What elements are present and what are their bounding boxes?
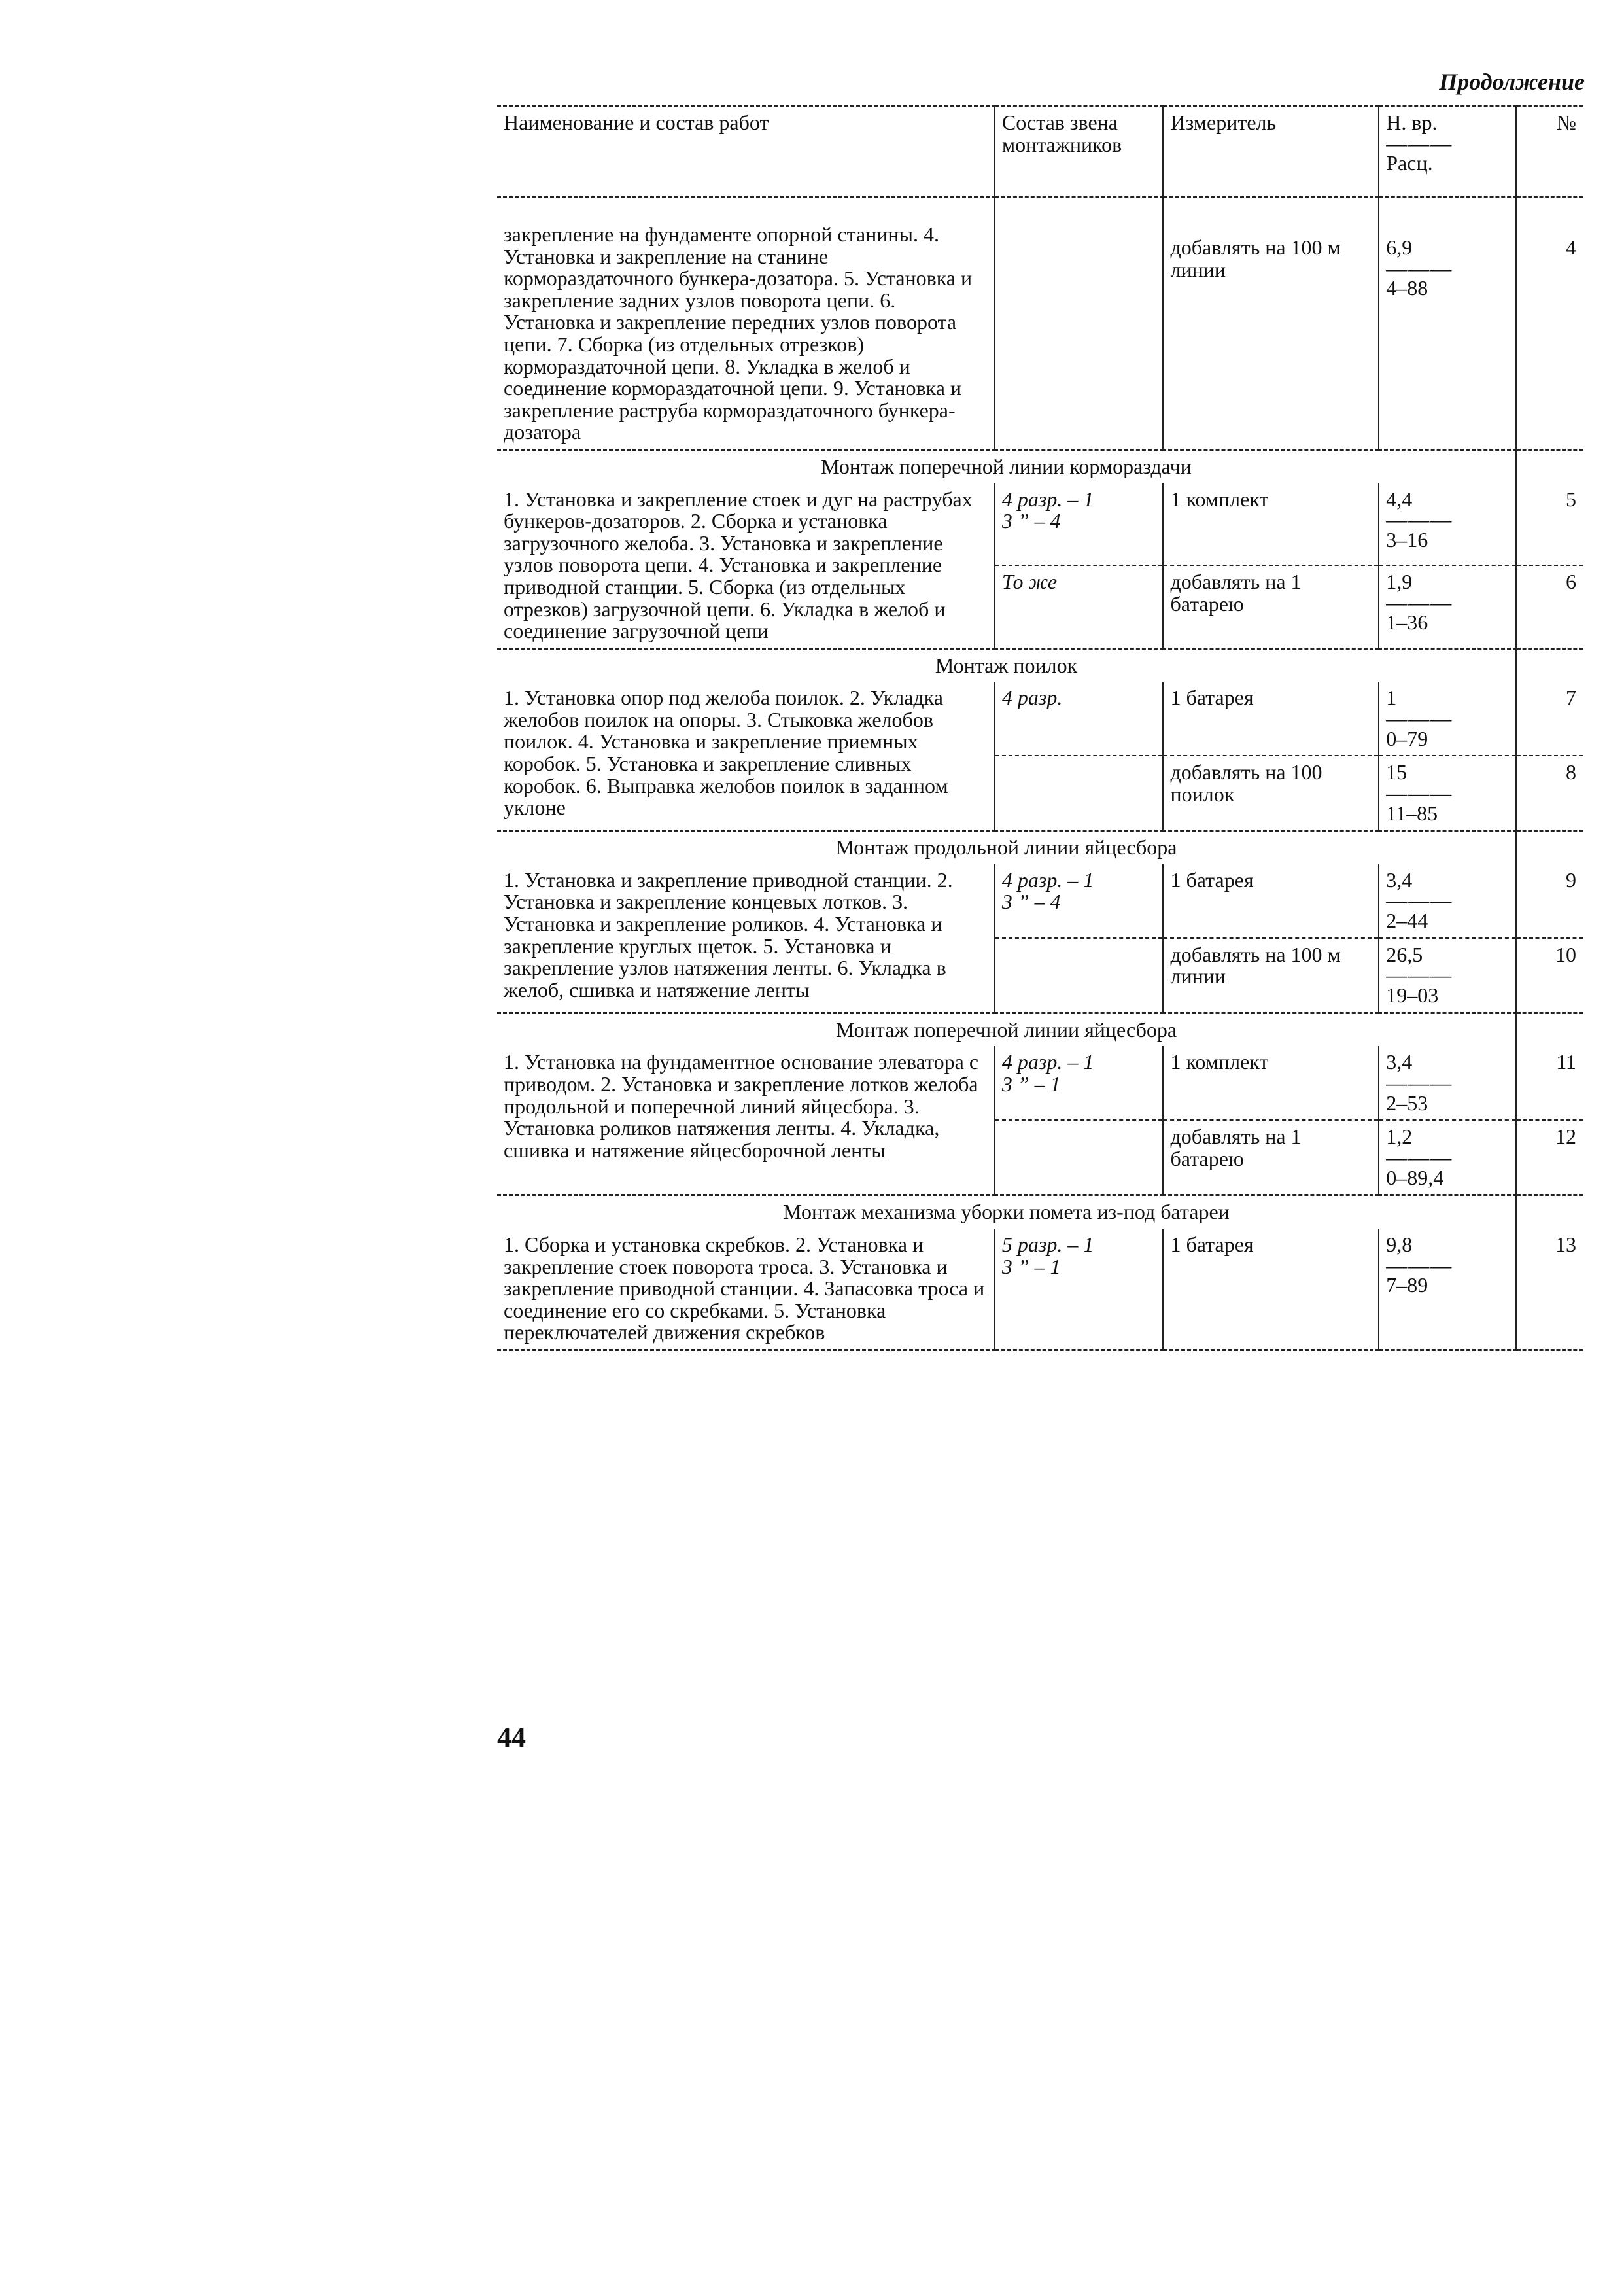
section-title: Монтаж поперечной линии яйцесбора <box>497 1013 1516 1046</box>
norm-value: 1 <box>1386 686 1397 710</box>
norm-value: 1,2 <box>1386 1125 1413 1149</box>
crew-line: 4 разр. – 1 <box>1001 1050 1094 1074</box>
norm-dash: ——— <box>1386 508 1453 532</box>
crew-cell <box>995 864 1164 938</box>
norm-value: 1,9 <box>1386 570 1413 594</box>
norm-dash: ——— <box>1386 256 1453 280</box>
header-norm <box>1379 106 1516 197</box>
work-description: 1. Установка и закрепление приводной станции. 2. Установка и закрепление концевых лотков. 3. Установка и закрепление роликов. 4. Установка и закрепление круглых щеток. 5. Установка и закрепление узлов натяжения ленты. 6. Укладка в желоб, сшивка и натяжение ленты <box>497 864 995 1013</box>
table-row <box>497 864 1583 938</box>
norm-dash: ——— <box>1386 780 1453 805</box>
header-crew: Состав звена монтажников <box>995 106 1164 197</box>
norm-fraction <box>1386 869 1453 932</box>
unit-cell: добавлять на 100 м линии <box>1163 938 1379 1013</box>
norm-cell <box>1379 197 1516 450</box>
continuation-label: Продолжение <box>1439 69 1585 95</box>
norm-value: 3,4 <box>1386 867 1413 892</box>
norm-dash: ——— <box>1386 590 1453 614</box>
section-title-spacer <box>1516 1013 1583 1046</box>
crew-line: 3 ” – 1 <box>1001 1072 1061 1096</box>
crew-cell <box>995 682 1164 756</box>
norm-value: 6,9 <box>1386 236 1413 259</box>
row-number: 10 <box>1516 938 1583 1013</box>
unit-cell: 1 батарея <box>1163 1229 1379 1350</box>
norm-cell <box>1379 938 1516 1013</box>
section-header-row <box>497 1195 1583 1229</box>
unit-cell: 1 комплект <box>1163 1046 1379 1120</box>
table-header <box>497 106 1583 197</box>
rate-value: 1–36 <box>1386 610 1428 635</box>
rate-value: 11–85 <box>1386 801 1438 825</box>
crew-cell <box>995 197 1164 450</box>
crew-cell <box>995 1120 1164 1195</box>
norm-dash: ——— <box>1386 1145 1453 1169</box>
table-row <box>497 1046 1583 1120</box>
rate-value: 19–03 <box>1386 983 1439 1007</box>
work-description: 1. Установка опор под желоба поилок. 2. Укладка желобов поилок на опоры. 3. Стыковка желобов поилок. 4. Установка и закрепление приемных коробок. 5. Установка и закрепление сливных коробок. 6. Выправка желобов поилок в заданном уклоне <box>497 682 995 830</box>
norm-value: 3,4 <box>1386 1050 1413 1074</box>
norm-value: 9,8 <box>1386 1232 1413 1256</box>
section-title-spacer <box>1516 648 1583 682</box>
row-number: 7 <box>1566 686 1576 710</box>
crew-cell <box>995 483 1164 565</box>
norm-fraction <box>1386 1126 1453 1189</box>
section-title: Монтаж поилок <box>497 648 1516 682</box>
norm-cell <box>1379 682 1516 756</box>
norm-fraction <box>1386 944 1453 1007</box>
norm-dash: ——— <box>1386 963 1453 987</box>
norms-table <box>497 105 1583 1351</box>
section-title-spacer <box>1516 1195 1583 1229</box>
rate-value: 3–16 <box>1386 527 1428 552</box>
section-header-row <box>497 1013 1583 1046</box>
work-description: 1. Установка на фундаментное основание элеватора с приводом. 2. Установка и закрепление лотков желоба продольной и поперечной линий яйцесбора. 3. Установка роликов натяжения ленты. 4. Укладка, сшивка и натяжение яйцесборочной ленты <box>497 1046 995 1195</box>
row-number: 8 <box>1516 756 1583 830</box>
row-number: 11 <box>1556 1050 1576 1074</box>
norm-cell <box>1379 1046 1516 1120</box>
unit-cell: добавлять на 100 м линии <box>1163 197 1379 450</box>
table-row <box>497 197 1583 450</box>
crew-line: 4 разр. – 1 <box>1001 867 1094 892</box>
header-unit: Измеритель <box>1163 106 1379 197</box>
norm-fraction <box>1386 489 1453 552</box>
rate-value: 2–53 <box>1386 1091 1428 1115</box>
crew-cell <box>995 1046 1164 1120</box>
unit-cell: добавлять на 1 батарею <box>1163 1120 1379 1195</box>
norm-cell <box>1379 756 1516 830</box>
work-description: закрепление на фундаменте опорной станины. 4. Установка и закрепление на станине кормораздаточного бункера-дозатора. 5. Установка и закрепление задних узлов поворота цепи. 6. Установка и закрепление передних узлов поворота цепи. 7. Сборка (из отдельных отрезков) кормораздаточной цепи. 8. Укладка в желоб и соединение кормораздаточной цепи. 9. Установка и закрепление раструба кормораздаточного бункера-дозатора <box>497 197 995 450</box>
crew-line: 5 разр. – 1 <box>1001 1232 1094 1256</box>
section-title: Монтаж поперечной линии кормораздачи <box>497 449 1516 483</box>
unit-cell: добавлять на 100 поилок <box>1163 756 1379 830</box>
rate-value: 0–79 <box>1386 726 1428 750</box>
norm-cell <box>1379 864 1516 938</box>
unit-cell: 1 батарея <box>1163 682 1379 756</box>
crew-line: 3 ” – 4 <box>1001 509 1061 533</box>
work-description: 1. Сборка и установка скребков. 2. Установка и закрепление стоек поворота троса. 3. Установка и закрепление приводной станции. 4. Запасовка троса и соединение его со скребками. 5. Установка переключателей движения скребков <box>497 1229 995 1350</box>
norm-value: 26,5 <box>1386 942 1423 966</box>
row-number: 4 <box>1566 236 1576 259</box>
crew-cell <box>995 938 1164 1013</box>
norm-dash: ——— <box>1386 1071 1453 1095</box>
rate-value: 0–89,4 <box>1386 1165 1444 1189</box>
crew-cell <box>995 565 1164 648</box>
header-num: № <box>1516 106 1583 197</box>
section-header-row <box>497 648 1583 682</box>
norm-cell <box>1379 1229 1516 1350</box>
crew-cell <box>995 756 1164 830</box>
crew-cell <box>995 1229 1164 1350</box>
page-number: 44 <box>497 1721 526 1753</box>
crew-line: То же <box>1001 570 1058 594</box>
norm-fraction <box>1386 1051 1453 1114</box>
norm-dash: ——— <box>1386 1253 1453 1277</box>
norm-value: 15 <box>1386 760 1408 784</box>
section-title-spacer <box>1516 449 1583 483</box>
crew-line: 4 разр. <box>1001 686 1063 710</box>
norm-dash: ——— <box>1386 888 1453 913</box>
header-work: Наименование и состав работ <box>497 106 995 197</box>
norm-cell <box>1379 483 1516 565</box>
section-header-row <box>497 449 1583 483</box>
work-description: 1. Установка и закрепление стоек и дуг на раструбах бункеров-дозаторов. 2. Сборка и установка загрузочного желоба. 3. Установка и закрепление узлов поворота цепи. 4. Установка и закрепление приводной станции. 5. Сборка (из отдельных отрезков) загрузочной цепи. 6. Укладка в желоб и соединение загрузочной цепи <box>497 483 995 649</box>
rate-value: 2–44 <box>1386 909 1428 933</box>
rate-value: 4–88 <box>1386 276 1428 300</box>
row-number: 13 <box>1516 1229 1583 1350</box>
row-number: 9 <box>1566 867 1576 892</box>
unit-cell: 1 батарея <box>1163 864 1379 938</box>
norm-cell <box>1379 1120 1516 1195</box>
section-title: Монтаж продольной линии яйцесбора <box>497 831 1516 864</box>
norm-dash: ——— <box>1386 706 1453 730</box>
norm-value: 4,4 <box>1386 487 1413 511</box>
section-header-row <box>497 831 1583 864</box>
rate-value: 7–89 <box>1386 1273 1428 1297</box>
row-number: 6 <box>1516 565 1583 648</box>
table-row <box>497 483 1583 565</box>
crew-line: 3 ” – 4 <box>1001 890 1061 914</box>
norm-fraction <box>1386 571 1453 634</box>
section-title: Монтаж механизма уборки помета из-под батареи <box>497 1195 1516 1229</box>
table-row <box>497 1229 1583 1350</box>
unit-cell: добавлять на 1 батарею <box>1163 565 1379 648</box>
unit-cell: 1 комплект <box>1163 483 1379 565</box>
norm-fraction <box>1386 687 1453 750</box>
header-norm-top: Н. вр. <box>1386 111 1438 134</box>
section-title-spacer <box>1516 831 1583 864</box>
crew-line: 4 разр. – 1 <box>1001 487 1094 511</box>
norm-fraction <box>1386 762 1453 824</box>
norm-fraction <box>1386 1234 1453 1297</box>
table-row <box>497 682 1583 756</box>
header-norm-bottom: Расц. <box>1386 151 1433 175</box>
crew-line: 3 ” – 1 <box>1001 1254 1061 1278</box>
row-number: 12 <box>1516 1120 1583 1195</box>
norm-cell <box>1379 565 1516 648</box>
header-norm-dash: ——— <box>1386 131 1453 155</box>
row-number: 5 <box>1566 487 1576 511</box>
